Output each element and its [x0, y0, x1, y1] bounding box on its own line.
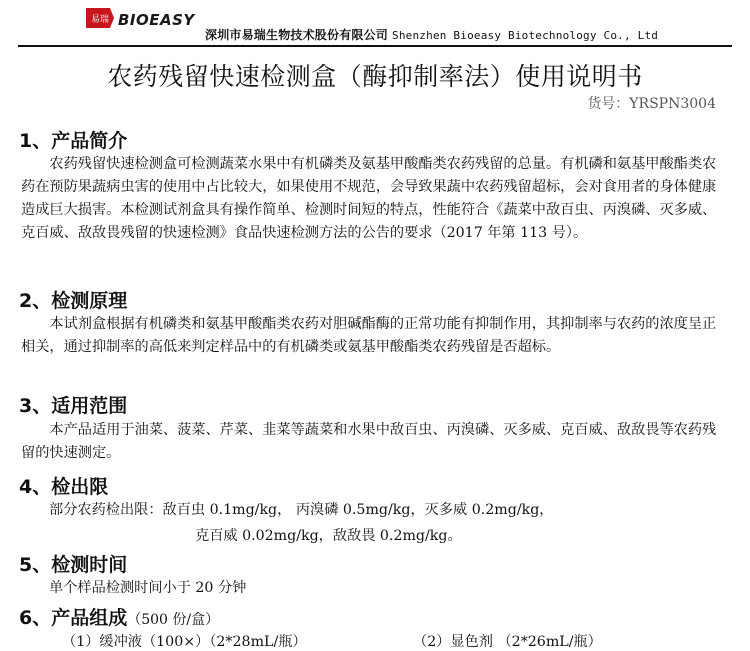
section-body-scope: 本产品适用于油菜、菠菜、芹菜、韭菜等蔬菜和水果中敌百虫、丙溴磷、灭多威、克百威、敌敌畏等农药残留的快速测定。 [21, 422, 717, 461]
section-heading-principle: 2、检测原理 [19, 290, 128, 312]
detection-limit-line-1: 部分农药检出限：敌百虫 0.1mg/kg， 丙溴磷 0.5mg/kg，灭多威 0.2mg/kg， [49, 502, 554, 518]
section-heading-scope: 3、适用范围 [19, 395, 128, 417]
section-body-principle: 本试剂盒根据有机磷类和氨基甲酸酯类农药对胆碱酯酶的正常功能有抑制作用，其抑制率与农药的浓度呈正相关，通过抑制率的高低来判定样品中的有机磷类或氨基甲酸酯类农药残留是否超标。 [21, 316, 717, 355]
detection-limit-line-2: 克百威 0.02mg/kg，敌敌畏 0.2mg/kg。 [195, 528, 462, 544]
logo-wordmark: BIOEASY [118, 11, 195, 29]
product-code: 货号：YRSPN3004 [587, 96, 716, 112]
document-title: 农药残留快速检测盒（酶抑制率法）使用说明书 [107, 62, 643, 91]
section-heading-composition [19, 603, 219, 630]
document-header [0, 0, 750, 46]
company-name-cn: 深圳市易瑞生物技术股份有限公司 [205, 28, 389, 42]
composition-item-buffer: （1）缓冲液（100×）（2*28mL/瓶） [62, 634, 307, 650]
header-divider [18, 45, 732, 47]
section-heading-detection-time: 5、检测时间 [19, 554, 128, 576]
section-body-introduction: 农药残留快速检测盒可检测蔬菜水果中有机磷类及氨基甲酸酯类农药残留的总量。有机磷和氨基甲酸酯类农药在预防果蔬病虫害的使用中占比较大，如果使用不规范，会导致果蔬中农药残留超标，会对食用者的身体健康造成巨大损害。本检测试剂盒具有操作简单、检测时间短的特点，性能符合《蔬菜中敌百虫、丙溴磷、灭多威、克百威、敌敌畏残留的快速检测》食品快速检测方法的公告的要求（2017 年第 113 号）。 [21, 156, 717, 241]
detection-time-text: 单个样品检测时间小于 20 分钟 [49, 580, 247, 596]
section-heading-introduction: 1、产品简介 [19, 130, 128, 152]
composition-heading-text: 6、产品组成 [19, 607, 128, 629]
company-name [205, 26, 658, 43]
bioeasy-logo [84, 5, 202, 31]
section-heading-detection-limit: 4、检出限 [19, 476, 109, 498]
composition-heading-note: （500 份/盒） [127, 612, 220, 628]
company-name-en: Shenzhen Bioeasy Biotechnology Co., Ltd [392, 29, 659, 42]
composition-item-chromogen: （2）显色剂 （2*26mL/瓶） [413, 634, 602, 650]
logo-badge-text: 易瑞 [91, 15, 110, 25]
